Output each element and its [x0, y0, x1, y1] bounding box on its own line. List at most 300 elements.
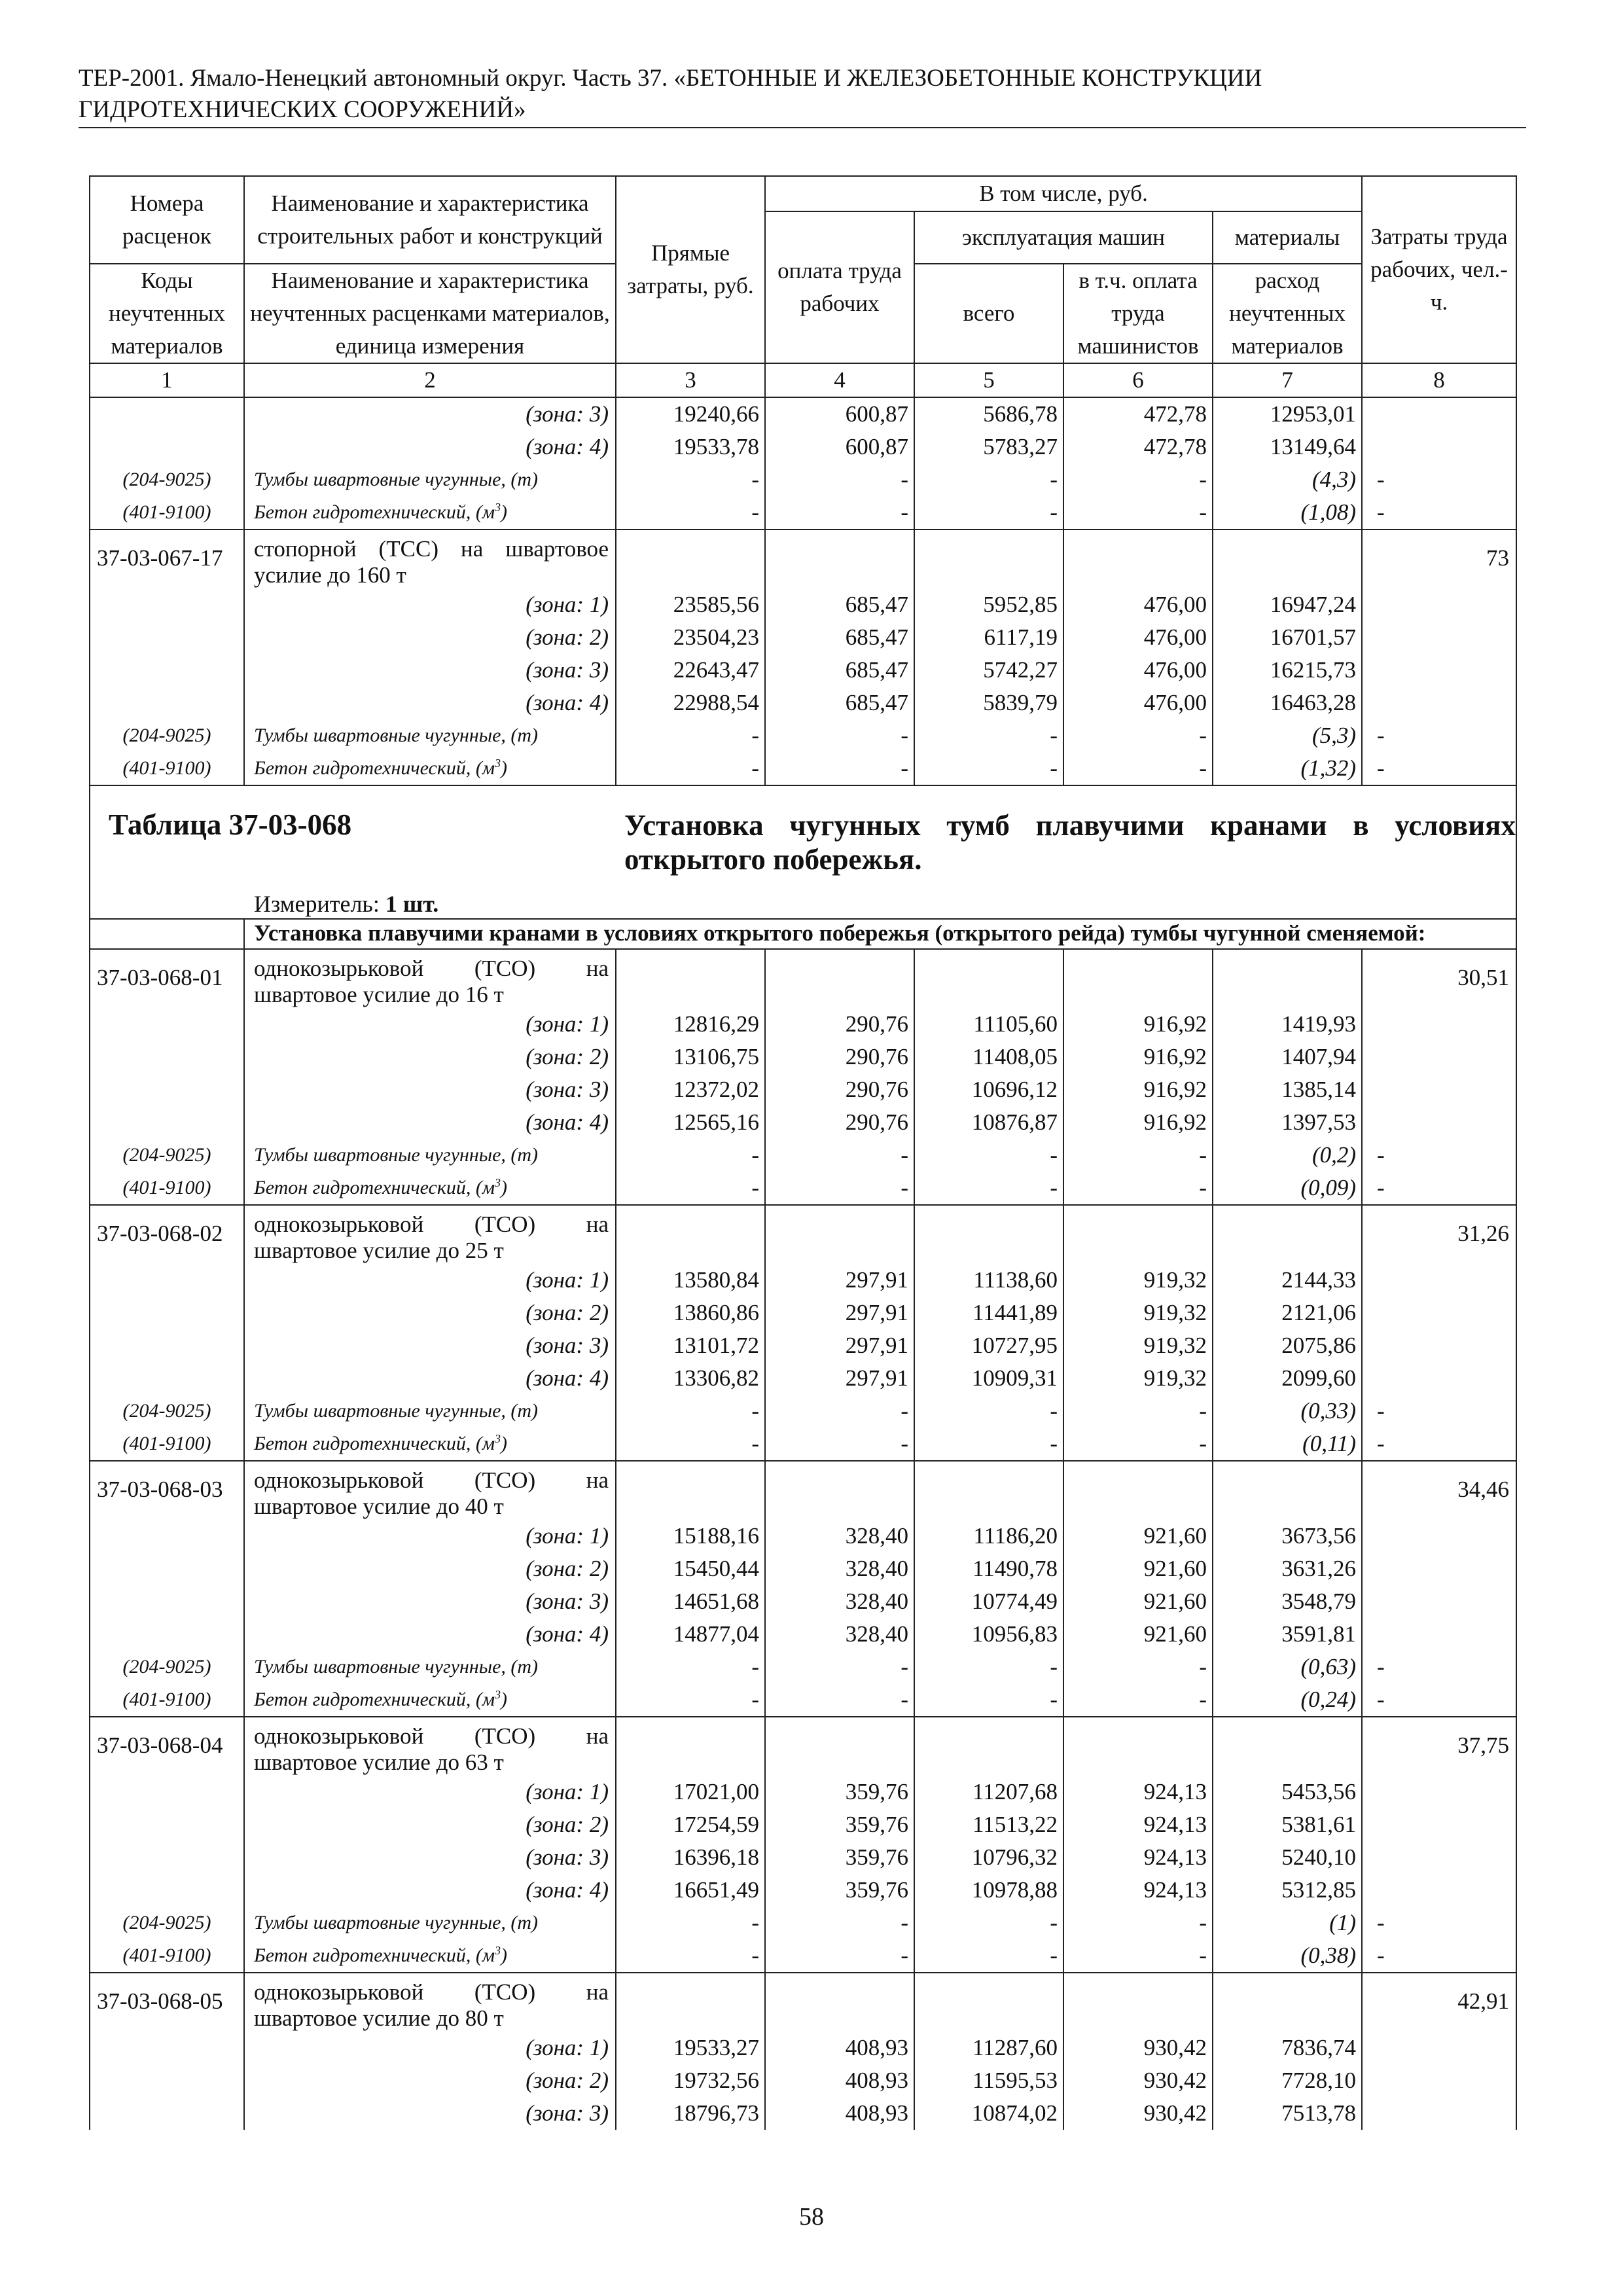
direct-cost: 15188,16 — [616, 1520, 765, 1552]
empty-code-cell — [90, 1106, 244, 1139]
driver-wages: 921,60 — [1063, 1552, 1213, 1585]
dash-cell: - — [914, 463, 1063, 496]
col-work-name: Наименование и характеристика строительных работ и конструкций — [244, 176, 616, 264]
machine-cost: 11490,78 — [914, 1552, 1063, 1585]
rate-code: 37-03-068-01 — [90, 949, 244, 1008]
empty-cell — [1213, 529, 1362, 588]
zone-row — [90, 1585, 1516, 1618]
machine-cost: 5686,78 — [914, 397, 1063, 431]
empty-cell — [1213, 949, 1362, 1008]
zone-label: (зона: 2) — [244, 1808, 616, 1841]
worker-wages: 297,91 — [765, 1329, 914, 1362]
rate-name: однокозырьковой (ТСО) на швартовое усилие до 16 т — [244, 949, 616, 1008]
material-row — [90, 1172, 1516, 1205]
machine-cost: 10874,02 — [914, 2097, 1063, 2130]
col-mat-usage: расход неучтенных материалов — [1213, 264, 1362, 363]
empty-labor-cell — [1362, 2064, 1516, 2097]
direct-cost: 12372,02 — [616, 1073, 765, 1106]
table-title-row — [90, 785, 1516, 919]
direct-cost: 17254,59 — [616, 1808, 765, 1841]
direct-cost: 22643,47 — [616, 654, 765, 687]
worker-wages: 297,91 — [765, 1264, 914, 1297]
dash-cell: - — [765, 1939, 914, 1973]
material-name-tail: ) — [501, 1945, 508, 1966]
materials-cost: 5240,10 — [1213, 1841, 1362, 1874]
empty-cell — [1063, 529, 1213, 588]
labor-cost: 30,51 — [1362, 949, 1516, 1008]
empty-labor-cell — [1362, 1008, 1516, 1041]
material-name-tail: ) — [501, 1177, 508, 1198]
zone-label: (зона: 1) — [244, 588, 616, 621]
rate-head-row — [90, 1461, 1516, 1520]
col-wages: оплата труда рабочих — [765, 211, 914, 363]
worker-wages: 408,93 — [765, 2032, 914, 2064]
dash-cell: - — [1362, 1939, 1516, 1973]
empty-cell — [914, 949, 1063, 1008]
driver-wages: 924,13 — [1063, 1841, 1213, 1874]
material-quantity: (0,09) — [1213, 1172, 1362, 1205]
material-code: (204-9025) — [90, 1395, 244, 1427]
material-quantity: (1) — [1213, 1907, 1362, 1939]
empty-cell — [1213, 1717, 1362, 1776]
rate-name: стопорной (ТСС) на швартовое усилие до 160 т — [244, 529, 616, 588]
material-code: (401-9100) — [90, 1172, 244, 1205]
machine-cost: 10909,31 — [914, 1362, 1063, 1395]
dash-cell: - — [765, 1172, 914, 1205]
column-number: 8 — [1362, 363, 1516, 397]
dash-cell: - — [1063, 719, 1213, 752]
empty-labor-cell — [1362, 1874, 1516, 1907]
direct-cost: 18796,73 — [616, 2097, 765, 2130]
section-subtitle: Установка плавучими кранами в условиях открытого побережья (открытого рейда) тумбы чугунной сменяемой: — [244, 919, 1516, 949]
column-number: 5 — [914, 363, 1063, 397]
zone-row — [90, 1041, 1516, 1073]
zone-row — [90, 1073, 1516, 1106]
empty-labor-cell — [1362, 1264, 1516, 1297]
zone-label: (зона: 1) — [244, 1520, 616, 1552]
material-quantity: (1,32) — [1213, 752, 1362, 785]
dash-cell: - — [1063, 1395, 1213, 1427]
empty-cell — [914, 529, 1063, 588]
zone-row — [90, 588, 1516, 621]
dash-cell: - — [1362, 719, 1516, 752]
empty-code-cell — [90, 1008, 244, 1041]
driver-wages: 476,00 — [1063, 588, 1213, 621]
column-numbers-row — [90, 363, 1516, 397]
dash-cell: - — [616, 1395, 765, 1427]
col-direct: Прямые затраты, руб. — [616, 176, 765, 363]
zone-label: (зона: 4) — [244, 687, 616, 719]
material-code: (204-9025) — [90, 1139, 244, 1172]
column-number: 7 — [1213, 363, 1362, 397]
machine-cost: 11287,60 — [914, 2032, 1063, 2064]
rates-table — [89, 175, 1517, 2130]
empty-code-cell — [90, 1329, 244, 1362]
rate-head-row — [90, 529, 1516, 588]
worker-wages: 328,40 — [765, 1585, 914, 1618]
empty-cell — [914, 1205, 1063, 1264]
direct-cost: 12816,29 — [616, 1008, 765, 1041]
machine-cost: 11408,05 — [914, 1041, 1063, 1073]
empty-labor-cell — [1362, 397, 1516, 431]
empty-labor-cell — [1362, 1618, 1516, 1651]
empty-cell — [765, 1205, 914, 1264]
driver-wages: 924,13 — [1063, 1776, 1213, 1808]
direct-cost: 19533,27 — [616, 2032, 765, 2064]
unit-superscript: 3 — [495, 757, 501, 770]
worker-wages: 328,40 — [765, 1618, 914, 1651]
material-name-tail: ) — [501, 757, 508, 779]
empty-code-cell — [90, 1841, 244, 1874]
zone-label: (зона: 2) — [244, 2064, 616, 2097]
machine-cost: 11105,60 — [914, 1008, 1063, 1041]
material-name — [244, 752, 616, 785]
materials-cost: 1407,94 — [1213, 1041, 1362, 1073]
dash-cell: - — [1063, 1939, 1213, 1973]
empty-labor-cell — [1362, 1073, 1516, 1106]
material-name — [244, 1939, 616, 1973]
material-name-text: Бетон гидротехнический, (м — [254, 1945, 495, 1966]
material-name-tail: ) — [501, 1689, 508, 1710]
table-label: Таблица 37-03-068 — [109, 808, 352, 841]
worker-wages: 328,40 — [765, 1520, 914, 1552]
material-code: (204-9025) — [90, 719, 244, 752]
dash-cell: - — [616, 1427, 765, 1461]
worker-wages: 359,76 — [765, 1841, 914, 1874]
material-name: Тумбы швартовные чугунные, (т) — [244, 1651, 616, 1683]
rate-head-row — [90, 1205, 1516, 1264]
direct-cost: 16396,18 — [616, 1841, 765, 1874]
zone-row — [90, 1329, 1516, 1362]
zone-row — [90, 1552, 1516, 1585]
driver-wages: 916,92 — [1063, 1073, 1213, 1106]
materials-cost: 3631,26 — [1213, 1552, 1362, 1585]
empty-cell — [914, 1973, 1063, 2032]
materials-cost: 3673,56 — [1213, 1520, 1362, 1552]
material-quantity: (0,11) — [1213, 1427, 1362, 1461]
worker-wages: 600,87 — [765, 431, 914, 463]
material-row — [90, 1939, 1516, 1973]
empty-cell — [1213, 1461, 1362, 1520]
dash-cell: - — [1362, 496, 1516, 529]
machine-cost: 5783,27 — [914, 431, 1063, 463]
labor-cost: 42,91 — [1362, 1973, 1516, 2032]
zone-row — [90, 1297, 1516, 1329]
dash-cell: - — [1362, 463, 1516, 496]
empty-cell — [765, 529, 914, 588]
dash-cell: - — [616, 463, 765, 496]
labor-cost: 34,46 — [1362, 1461, 1516, 1520]
rate-code: 37-03-067-17 — [90, 529, 244, 588]
material-row — [90, 1427, 1516, 1461]
empty-code-cell — [90, 1808, 244, 1841]
worker-wages: 685,47 — [765, 621, 914, 654]
material-row — [90, 1651, 1516, 1683]
worker-wages: 359,76 — [765, 1808, 914, 1841]
driver-wages: 919,32 — [1063, 1264, 1213, 1297]
column-number: 1 — [90, 363, 244, 397]
dash-cell: - — [1063, 1427, 1213, 1461]
machine-cost: 11186,20 — [914, 1520, 1063, 1552]
driver-wages: 472,78 — [1063, 397, 1213, 431]
worker-wages: 290,76 — [765, 1106, 914, 1139]
zone-row — [90, 1362, 1516, 1395]
dash-cell: - — [914, 1172, 1063, 1205]
zone-label: (зона: 4) — [244, 1106, 616, 1139]
worker-wages: 290,76 — [765, 1008, 914, 1041]
worker-wages: 685,47 — [765, 687, 914, 719]
empty-code-cell — [90, 1041, 244, 1073]
empty-cell — [1063, 1205, 1213, 1264]
empty-cell — [1063, 1973, 1213, 2032]
driver-wages: 930,42 — [1063, 2064, 1213, 2097]
empty-code-cell — [90, 1520, 244, 1552]
material-code: (401-9100) — [90, 752, 244, 785]
empty-code-cell — [90, 621, 244, 654]
dash-cell: - — [765, 1651, 914, 1683]
direct-cost: 16651,49 — [616, 1874, 765, 1907]
material-code: (401-9100) — [90, 1939, 244, 1973]
empty-cell — [765, 949, 914, 1008]
empty-cell — [616, 1205, 765, 1264]
unit-superscript: 3 — [495, 501, 501, 514]
dash-cell: - — [914, 1939, 1063, 1973]
machine-cost: 10876,87 — [914, 1106, 1063, 1139]
rate-head-row — [90, 949, 1516, 1008]
dash-cell: - — [914, 496, 1063, 529]
dash-cell: - — [765, 1427, 914, 1461]
dash-cell: - — [1362, 1651, 1516, 1683]
driver-wages: 476,00 — [1063, 687, 1213, 719]
machine-cost: 11595,53 — [914, 2064, 1063, 2097]
materials-cost: 2099,60 — [1213, 1362, 1362, 1395]
empty-labor-cell — [1362, 1776, 1516, 1808]
zone-label: (зона: 1) — [244, 1776, 616, 1808]
direct-cost: 13580,84 — [616, 1264, 765, 1297]
zone-label: (зона: 3) — [244, 1329, 616, 1362]
labor-cost: 37,75 — [1362, 1717, 1516, 1776]
materials-cost: 5381,61 — [1213, 1808, 1362, 1841]
driver-wages: 930,42 — [1063, 2032, 1213, 2064]
empty-cell — [1213, 1973, 1362, 2032]
dash-cell: - — [1063, 1907, 1213, 1939]
unit-line — [254, 889, 438, 918]
material-name — [244, 496, 616, 529]
dash-cell: - — [1362, 752, 1516, 785]
empty-code-cell — [90, 1776, 244, 1808]
zone-label: (зона: 3) — [244, 2097, 616, 2130]
table-title-cell — [90, 785, 1516, 919]
materials-cost: 1397,53 — [1213, 1106, 1362, 1139]
worker-wages: 290,76 — [765, 1073, 914, 1106]
empty-cell — [765, 1461, 914, 1520]
dash-cell: - — [1362, 1907, 1516, 1939]
zone-row — [90, 2097, 1516, 2130]
dash-cell: - — [914, 752, 1063, 785]
materials-cost: 1385,14 — [1213, 1073, 1362, 1106]
materials-cost: 3548,79 — [1213, 1585, 1362, 1618]
materials-cost: 16215,73 — [1213, 654, 1362, 687]
empty-labor-cell — [1362, 1329, 1516, 1362]
section-subtitle-row — [90, 919, 1516, 949]
machine-cost: 10696,12 — [914, 1073, 1063, 1106]
dash-cell: - — [616, 1651, 765, 1683]
driver-wages: 919,32 — [1063, 1329, 1213, 1362]
table-title: Установка чугунных тумб плавучими кранами в условиях открытого побережья. — [624, 809, 1516, 876]
zone-label: (зона: 3) — [244, 654, 616, 687]
empty-cell — [616, 1717, 765, 1776]
direct-cost: 13101,72 — [616, 1329, 765, 1362]
driver-wages: 919,32 — [1063, 1362, 1213, 1395]
direct-cost: 19533,78 — [616, 431, 765, 463]
rate-code: 37-03-068-02 — [90, 1205, 244, 1264]
zone-row — [90, 1264, 1516, 1297]
driver-wages: 919,32 — [1063, 1297, 1213, 1329]
rate-name: однокозырьковой (ТСО) на швартовое усилие до 63 т — [244, 1717, 616, 1776]
driver-wages: 921,60 — [1063, 1585, 1213, 1618]
material-code: (204-9025) — [90, 1907, 244, 1939]
direct-cost: 14877,04 — [616, 1618, 765, 1651]
header-line-1: ТЕР-2001. Ямало-Ненецкий автономный округ. Часть 37. «БЕТОННЫЕ И ЖЕЛЕЗОБЕТОННЫЕ КОНСТРУКЦИИ — [79, 65, 1262, 92]
empty-cell — [1063, 1461, 1213, 1520]
machine-cost: 6117,19 — [914, 621, 1063, 654]
machine-cost: 11138,60 — [914, 1264, 1063, 1297]
material-name: Тумбы швартовные чугунные, (т) — [244, 463, 616, 496]
dash-cell: - — [765, 1907, 914, 1939]
rate-head-row — [90, 1717, 1516, 1776]
materials-cost: 2075,86 — [1213, 1329, 1362, 1362]
worker-wages: 408,93 — [765, 2097, 914, 2130]
col-driver-wages: в т.ч. оплата труда машинистов — [1063, 264, 1213, 363]
machine-cost: 5952,85 — [914, 588, 1063, 621]
worker-wages: 290,76 — [765, 1041, 914, 1073]
zone-label: (зона: 4) — [244, 1362, 616, 1395]
zone-label: (зона: 1) — [244, 1008, 616, 1041]
empty-code-cell — [90, 1073, 244, 1106]
material-quantity: (4,3) — [1213, 463, 1362, 496]
zone-label: (зона: 4) — [244, 1874, 616, 1907]
dash-cell: - — [914, 1427, 1063, 1461]
material-name-text: Бетон гидротехнический, (м — [254, 1433, 495, 1454]
materials-cost: 16463,28 — [1213, 687, 1362, 719]
material-row — [90, 496, 1516, 529]
zone-row — [90, 1808, 1516, 1841]
materials-cost: 12953,01 — [1213, 397, 1362, 431]
material-name-tail: ) — [501, 1433, 508, 1454]
zone-row — [90, 397, 1516, 431]
empty-cell — [616, 949, 765, 1008]
driver-wages: 472,78 — [1063, 431, 1213, 463]
empty-labor-cell — [1362, 431, 1516, 463]
col-mat-codes: Коды неучтенных материалов — [90, 264, 244, 363]
rate-name: однокозырьковой (ТСО) на швартовое усилие до 80 т — [244, 1973, 616, 2032]
dash-cell: - — [616, 1907, 765, 1939]
empty-cell — [914, 1717, 1063, 1776]
empty-code-cell — [90, 2097, 244, 2130]
empty-labor-cell — [1362, 1041, 1516, 1073]
header-line-2: ГИДРОТЕХНИЧЕСКИХ СООРУЖЕНИЙ» — [79, 96, 526, 123]
empty-cell — [1063, 1717, 1213, 1776]
empty-code-cell — [90, 1362, 244, 1395]
empty-labor-cell — [1362, 1297, 1516, 1329]
dash-cell: - — [765, 496, 914, 529]
dash-cell: - — [1362, 1427, 1516, 1461]
empty-labor-cell — [1362, 1520, 1516, 1552]
materials-cost: 16947,24 — [1213, 588, 1362, 621]
col-materials: материалы — [1213, 211, 1362, 264]
materials-cost: 2121,06 — [1213, 1297, 1362, 1329]
unit-superscript: 3 — [495, 1688, 501, 1701]
empty-labor-cell — [1362, 687, 1516, 719]
unit-superscript: 3 — [495, 1944, 501, 1957]
zone-row — [90, 2032, 1516, 2064]
zone-row — [90, 1008, 1516, 1041]
zone-label: (зона: 2) — [244, 621, 616, 654]
dash-cell: - — [616, 752, 765, 785]
empty-labor-cell — [1362, 1585, 1516, 1618]
col-mat-names: Наименование и характеристика неучтенных расценками материалов, единица измерения — [244, 264, 616, 363]
empty-labor-cell — [1362, 621, 1516, 654]
rate-name: однокозырьковой (ТСО) на швартовое усилие до 25 т — [244, 1205, 616, 1264]
materials-cost: 2144,33 — [1213, 1264, 1362, 1297]
zone-row — [90, 654, 1516, 687]
material-code: (401-9100) — [90, 1427, 244, 1461]
header-divider — [79, 127, 1526, 128]
worker-wages: 408,93 — [765, 2064, 914, 2097]
driver-wages: 921,60 — [1063, 1520, 1213, 1552]
machine-cost: 11441,89 — [914, 1297, 1063, 1329]
dash-cell: - — [765, 1139, 914, 1172]
material-name-tail: ) — [501, 501, 508, 523]
material-quantity: (0,24) — [1213, 1683, 1362, 1717]
dash-cell: - — [914, 1651, 1063, 1683]
dash-cell: - — [616, 1172, 765, 1205]
empty-code-cell — [90, 2032, 244, 2064]
dash-cell: - — [1063, 1139, 1213, 1172]
driver-wages: 916,92 — [1063, 1041, 1213, 1073]
driver-wages: 924,13 — [1063, 1874, 1213, 1907]
driver-wages: 476,00 — [1063, 654, 1213, 687]
empty-code-cell — [90, 1297, 244, 1329]
empty-code-cell — [90, 431, 244, 463]
empty-labor-cell — [1362, 1552, 1516, 1585]
dash-cell: - — [914, 1395, 1063, 1427]
machine-cost: 5839,79 — [914, 687, 1063, 719]
col-labor: Затраты труда рабочих, чел.-ч. — [1362, 176, 1516, 363]
material-code: (401-9100) — [90, 496, 244, 529]
zone-row — [90, 687, 1516, 719]
rate-head-row — [90, 1973, 1516, 2032]
material-quantity: (0,2) — [1213, 1139, 1362, 1172]
dash-cell: - — [765, 752, 914, 785]
dash-cell: - — [914, 719, 1063, 752]
dash-cell: - — [914, 1907, 1063, 1939]
zone-row — [90, 1776, 1516, 1808]
materials-cost: 5312,85 — [1213, 1874, 1362, 1907]
material-row — [90, 719, 1516, 752]
zone-row — [90, 1874, 1516, 1907]
direct-cost: 19732,56 — [616, 2064, 765, 2097]
dash-cell: - — [765, 719, 914, 752]
zone-row — [90, 1841, 1516, 1874]
machine-cost: 11513,22 — [914, 1808, 1063, 1841]
col-incl: В том числе, руб. — [765, 176, 1362, 211]
material-code: (204-9025) — [90, 1651, 244, 1683]
empty-labor-cell — [1362, 588, 1516, 621]
zone-label: (зона: 3) — [244, 1585, 616, 1618]
materials-cost: 1419,93 — [1213, 1008, 1362, 1041]
direct-cost: 15450,44 — [616, 1552, 765, 1585]
